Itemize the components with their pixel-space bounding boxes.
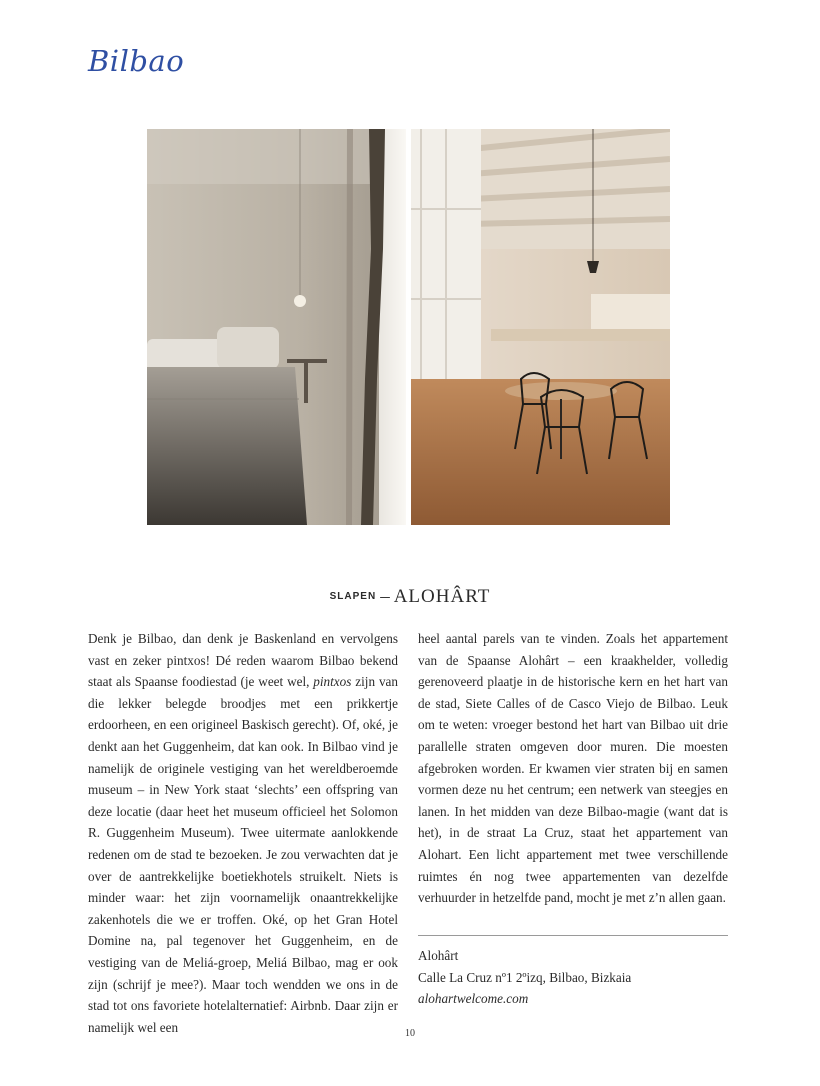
section-title: ALOHÂRT [393, 586, 491, 607]
hotel-address: Calle La Cruz nº1 2ºizq, Bilbao, Bizkaia [418, 969, 632, 985]
article-text-continued: zijn van die lekker belegde broodjes met een prikkertje erdoorheen, en een origineel Baskisch gerecht). Of, oké, je denkt aan het Guggenheim, dat kan ook. In Bilbao vind je namelijk de originele vestiging van het wereldberoemde museum – in New York staat ‘slechts’ een offspring van deze locatie (daar heet het museum officieel het Solomon R. Guggenheim Museum). Twee uitermate aanlokkende redenen om de stad te bezoeken. Je zou verwachten dat je over de aantrekkelijke boetiekhotels struikelt. Niets is minder waar: het zijn voornamelijk onaantrekkelijke zakenhotels die we er troffen. Oké, op het Gran Hotel Domine na, pal tegenover het Guggenheim, en de vestiging van de Meliá-groep, Meliá Bilbao, mag er ook zijn (schrijf je mee?). Maar toch wendden we ons in de stad tot ons favoriete hotelalternatief: Airbnb. Daar zijn er namelijk wel een [88, 674, 398, 1035]
hotel-name: Alohârt [418, 948, 459, 963]
article-emphasis: pintxos [313, 674, 352, 690]
hotel-info [418, 945, 728, 1010]
bedroom-illustration [147, 129, 406, 525]
article-paragraph-right: heel aantal parels van te vinden. Zoals het appartement van de Spaanse Alohârt – een kraakhelder, volledig gerenoveerd plaatje in de historische kern en het hart van de stad, Siete Calles of de Casco Viejo de Bilbao. Leuk om te weten: vroeger bestond het hart van Bilbao uit drie parallelle straten omgeven door muren. Die moesten afgebroken worden. Er kwamen vier straten bij en samen vormen deze nu het centrum; een netwerk van steegjes en lanen. In het midden van deze Bilbao-magie (want dat is het), in de straat La Cruz, staat het appartement van Alohart. Een licht appartement met twee verschillende ruimtes én nog twee appartementen van dezelfde verhuurder in hetzelfde pand, mocht je met z’n allen gaan. [418, 631, 728, 906]
article-text: Denk je Bilbao, dan denk je Baskenland en vervolgens vast en zeker pintxos! Dé reden waarom Bilbao bekend staat als Spaanse foodiestad (je weet wel, [88, 631, 398, 690]
brand-logo: Bilbao [88, 44, 185, 78]
kitchen-illustration [411, 129, 670, 525]
page-number: 10 [405, 1028, 415, 1039]
article-column-left [88, 628, 398, 1038]
article-column-right [418, 628, 728, 909]
kitchen-photo [411, 129, 670, 525]
section-heading [0, 586, 820, 608]
article-paragraph-left [88, 628, 398, 1038]
section-separator: – [380, 586, 390, 607]
info-divider [418, 935, 728, 936]
bedroom-photo [147, 129, 406, 525]
hotel-website-link[interactable]: alohartwelcome.com [418, 991, 529, 1007]
section-category: SLAPEN [329, 591, 377, 603]
